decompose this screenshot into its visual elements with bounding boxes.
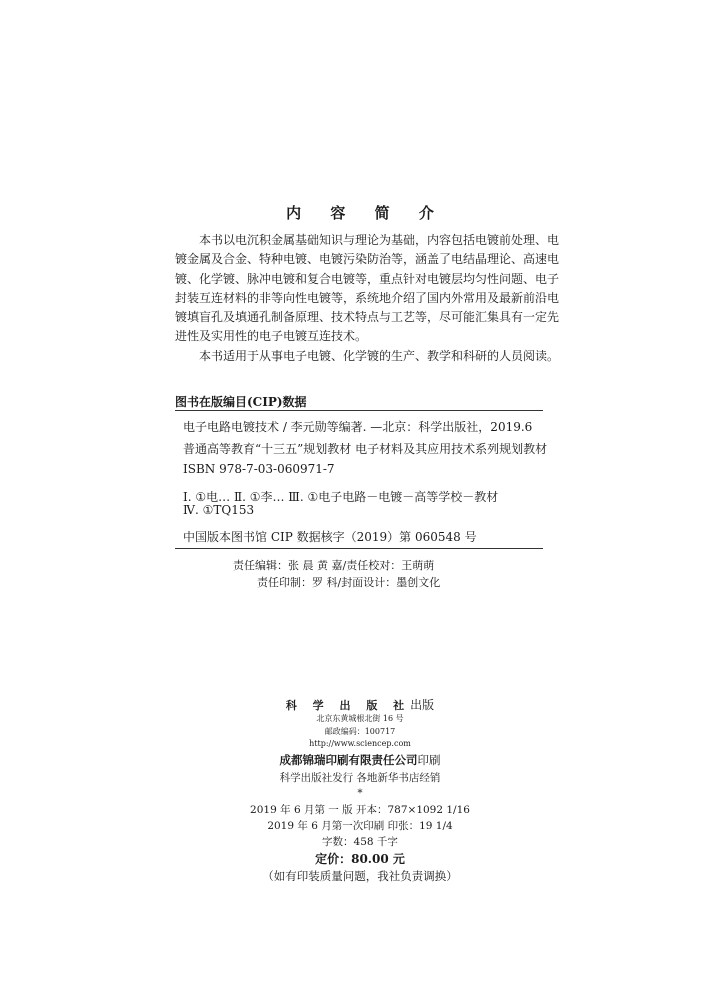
- cip-classification-2: Ⅳ. ①TQ153: [183, 503, 255, 517]
- cip-title: 图书在版编目(CIP)数据: [175, 395, 307, 409]
- editor-credits: 责任编辑：张 晨 黄 嘉/责任校对：王萌萌: [233, 559, 435, 572]
- intro-line: 进性及实用性的电子电镀互连技术。: [175, 329, 368, 344]
- printer-line: [0, 752, 720, 768]
- cip-top-rule: [175, 410, 543, 411]
- quality-notice: （如有印装质量问题，我社负责调换）: [262, 869, 458, 883]
- publisher-line: [0, 696, 720, 713]
- readers-line: 本书适用于从事电子电镀、化学镀的生产、教学和科研的人员阅读。: [199, 348, 560, 363]
- publisher-url: http://www.sciencep.com: [309, 739, 411, 748]
- publisher-suffix: 出版: [410, 698, 435, 712]
- cip-bottom-rule: [175, 548, 543, 549]
- cip-book-info: 电子电路电镀技术 / 李元勋等编著. —北京：科学出版社，2019.6: [183, 420, 533, 434]
- price: 定价：80.00 元: [315, 852, 405, 866]
- intro-line: 镀、化学镀、脉冲电镀和复合电镀等，重点针对电镀层均匀性问题、电子: [175, 271, 560, 286]
- cip-isbn: ISBN 978-7-03-060971-7: [183, 462, 335, 476]
- publisher-name: 科 学 出 版 社: [285, 699, 411, 712]
- separator-asterisk: *: [357, 787, 363, 799]
- word-count: 字数：458 千字: [322, 836, 398, 848]
- cip-verification: 中国版本图书馆 CIP 数据核字（2019）第 060548 号: [183, 530, 477, 544]
- intro-line: 封装互连材料的非等向性电镀等，系统地介绍了国内外常用及最新前沿电: [175, 290, 560, 305]
- printer-suffix: 印刷: [417, 753, 441, 767]
- cip-series: 普通高等教育“十三五”规划教材 电子材料及其应用技术系列规划教材: [183, 442, 548, 456]
- printing-line: 2019 年 6 月第一次印刷 印张：19 1/4: [267, 820, 453, 832]
- cip-classification: Ⅰ. ①电… Ⅱ. ①李… Ⅲ. ①电子电路－电镀－高等学校－教材: [183, 490, 499, 504]
- edition-line: 2019 年 6 月第 一 版 开本：787×1092 1/16: [250, 804, 470, 816]
- intro-paragraph: [175, 231, 560, 366]
- intro-line: 镀填盲孔及填通孔制备原理、技术特点与工艺等，尽可能汇集具有一定先: [175, 310, 560, 325]
- intro-line: 镀金属及合金、特种电镀、电镀污染防治等，涵盖了电结晶理论、高速电: [175, 252, 560, 267]
- distribution-line: 科学出版社发行 各地新华书店经销: [279, 772, 441, 784]
- intro-line: 本书以电沉积金属基础知识与理论为基础，内容包括电镀前处理、电: [199, 233, 560, 247]
- production-credits: 责任印制：罗 科/封面设计：墨创文化: [257, 576, 441, 589]
- printer-name: 成都锦瑞印刷有限责任公司: [279, 753, 418, 767]
- section-heading: 内 容 简 介: [286, 204, 446, 222]
- publisher-address: 北京东黄城根北街 16 号: [316, 714, 404, 723]
- publisher-postcode: 邮政编码：100717: [324, 727, 396, 736]
